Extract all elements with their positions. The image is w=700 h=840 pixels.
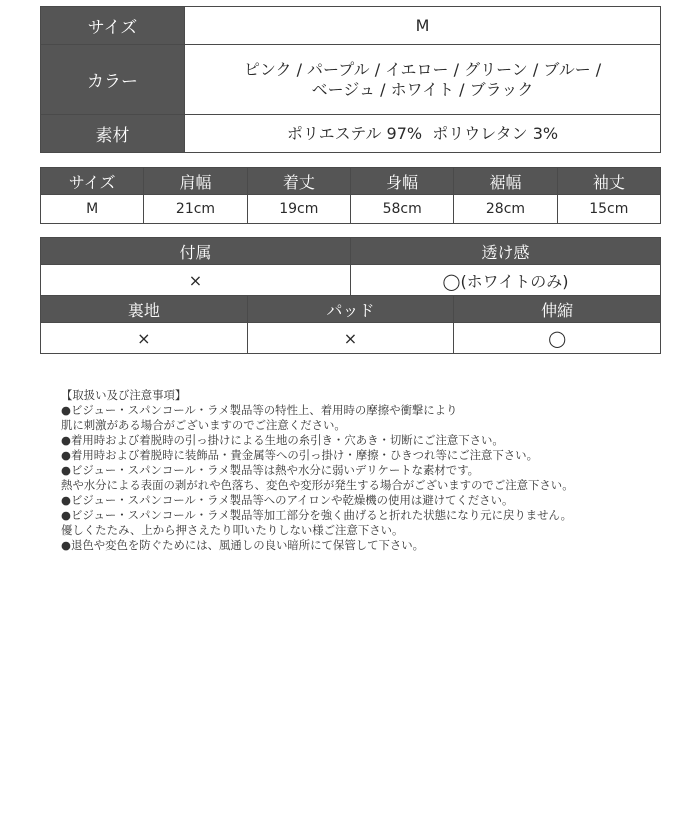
pad-value: × [247,323,454,354]
care-note-line: ●ビジュー・スパンコール・ラメ製品等の特性上、着用時の摩擦や衝撃により [61,403,458,417]
material-value: ポリエステル 97% ポリウレタン 3% [185,115,661,153]
care-note-line: 優しくたたみ、上から押さえたり叩いたりしない様ご注意下さい。 [61,523,404,537]
size-cell-length: 19cm [247,195,350,224]
size-header-hem: 裾幅 [454,168,557,195]
size-label: サイズ [41,7,185,45]
size-table-header-row [41,168,661,195]
size-header-length: 着丈 [247,168,350,195]
stretch-header: 伸縮 [454,296,661,323]
care-note-line: ●退色や変色を防ぐためには、風通しの良い暗所にて保管して下さい。 [61,538,425,552]
size-cell-sleeve: 15cm [557,195,660,224]
sheerness-header: 透け感 [351,238,661,265]
size-header-width: 身幅 [350,168,453,195]
size-value: M [185,7,661,45]
care-note-line: ●着用時および着脱時の引っ掛けによる生地の糸引き・穴あき・切断にご注意下さい。 [61,433,504,447]
spec-table [40,6,661,153]
care-note-line: ●ビジュー・スパンコール・ラメ製品等加工部分を強く曲げると折れた状態になり元に戻りません。 [61,508,573,522]
sheerness-value: ◯(ホワイトのみ) [351,265,661,296]
stretch-value: ◯ [454,323,661,354]
size-header-sleeve: 袖丈 [557,168,660,195]
accessory-value: × [41,265,351,296]
features-table-1 [40,237,661,296]
material-label: 素材 [41,115,185,153]
color-line-2: ベージュ / ホワイト / ブラック [311,79,534,99]
color-value [185,45,661,115]
size-cell-hem: 28cm [454,195,557,224]
care-note-line: ●ビジュー・スパンコール・ラメ製品等へのアイロンや乾燥機の使用は避けてください。 [61,493,514,507]
care-note-line: 熱や水分による表面の剥がれや色落ち、変色や変形が発生する場合がございますのでご注意下さい。 [61,478,574,492]
care-note-line: ●ビジュー・スパンコール・ラメ製品等は熱や水分に弱いデリケートな素材です。 [61,463,480,477]
size-header-shoulder: 肩幅 [144,168,247,195]
size-cell-width: 58cm [350,195,453,224]
care-note-line: ●着用時および着脱時に装飾品・貴金属等への引っ掛け・摩擦・ひきつれ等にご注意下さい。 [61,448,538,462]
features-table-2 [40,295,661,354]
care-notes [61,388,691,553]
care-note-line: 肌に刺激がある場合がございますのでご注意ください。 [61,418,346,432]
size-header-size: サイズ [41,168,144,195]
color-label: カラー [41,45,185,115]
lining-header: 裏地 [41,296,248,323]
lining-value: × [41,323,248,354]
size-cell-shoulder: 21cm [144,195,247,224]
size-table [40,167,661,224]
table-row [41,195,661,224]
size-cell-size: M [41,195,144,224]
color-line-1: ピンク / パープル / イエロー / グリーン / ブルー / [243,59,602,79]
accessory-header: 付属 [41,238,351,265]
care-notes-title: 【取扱い及び注意事項】 [61,388,187,402]
pad-header: パッド [247,296,454,323]
